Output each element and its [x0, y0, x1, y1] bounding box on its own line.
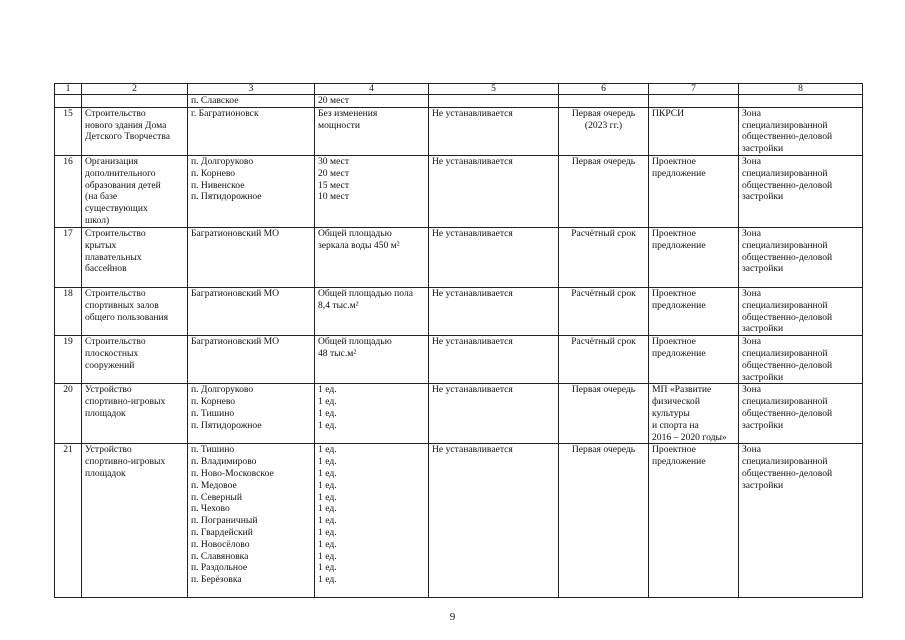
capacity-item: 1 ед.: [318, 384, 337, 396]
location-item: Багратионовский МО: [191, 287, 280, 299]
location-item: п. Медовое: [191, 479, 237, 491]
location-item: п. Северный: [191, 491, 242, 503]
location-item: п. Пятидорожное: [191, 191, 262, 203]
zone-status-cell: Не устанавливается: [429, 444, 559, 598]
capacity-cell: 20 мест: [315, 95, 429, 108]
zone-status-cell: Не устанавливается: [429, 155, 559, 227]
location-item: п. Чехово: [191, 503, 230, 515]
header-row: [55, 84, 863, 95]
zone-cell: [739, 95, 863, 108]
name-cell: Строительство спортивных залов общего пользования: [82, 287, 188, 335]
location-item: п. Долгоруково: [191, 155, 254, 167]
location-item: п. Славяновка: [191, 550, 249, 562]
locations-cell: [188, 444, 315, 598]
capacity-item: 1 ед.: [318, 479, 337, 491]
locations-cell: [188, 227, 315, 287]
location-item: п. Ново-Московское: [191, 467, 274, 479]
table-row: [55, 336, 863, 384]
term-cell: Расчётный срок: [559, 287, 649, 335]
capacity-item: 1 ед.: [318, 491, 337, 503]
locations-cell: [188, 155, 315, 227]
zone-cell: Зона специализированной общественно-деловой застройки: [739, 155, 863, 227]
zone-status-cell: Не устанавливается: [429, 384, 559, 444]
name-cell: Устройство спортивно-игровых площадок: [82, 444, 188, 598]
number-cell: 18: [55, 287, 82, 335]
capacity-item: 15 мест: [318, 179, 350, 191]
planning-table: [54, 83, 863, 598]
capacity-item: 1 ед.: [318, 515, 337, 527]
capacity-item: 1 ед.: [318, 407, 337, 419]
capacity-item: 30 мест: [318, 155, 350, 167]
capacity-item: 48 тыс.м²: [318, 347, 357, 359]
location-item: п. Тишино: [191, 444, 235, 456]
number-cell: 17: [55, 227, 82, 287]
capacity-item: 1 ед.: [318, 562, 337, 574]
capacity-item: 1 ед.: [318, 574, 337, 586]
location-item: п. Пятидорожное: [191, 419, 262, 431]
source-cell: Проектное предложение: [649, 336, 739, 384]
zone-cell: Зона специализированной общественно-деловой застройки: [739, 227, 863, 287]
capacity-item: 1 ед.: [318, 550, 337, 562]
capacity-item: 1 ед.: [318, 526, 337, 538]
location-item: г. Багратионовск: [191, 107, 259, 119]
capacity-cell: [315, 155, 429, 227]
table-row: [55, 107, 863, 155]
zone-status-cell: Не устанавливается: [429, 227, 559, 287]
capacity-item: Общей площадью: [318, 336, 392, 348]
zone-status-cell: Не устанавливается: [429, 287, 559, 335]
zone-status-cell: Не устанавливается: [429, 336, 559, 384]
header-cell: 4: [315, 84, 429, 95]
header-cell: 6: [559, 84, 649, 95]
name-cell: Устройство спортивно-игровых площадок: [82, 384, 188, 444]
table-row: [55, 227, 863, 287]
location-item: п. Новосёлово: [191, 538, 250, 550]
capacity-item: 1 ед.: [318, 419, 337, 431]
capacity-cell: [315, 287, 429, 335]
source-cell: МП «Развитие физической культуры и спорта на 2016 – 2020 годы»: [649, 384, 739, 444]
number-cell: 16: [55, 155, 82, 227]
capacity-item: Общей площадью пола: [318, 287, 414, 299]
number-cell: 21: [55, 444, 82, 598]
term-cell: Расчётный срок: [559, 227, 649, 287]
capacity-item: 1 ед.: [318, 503, 337, 515]
capacity-item: 20 мест: [318, 167, 350, 179]
capacity-item: 1 ед.: [318, 456, 337, 468]
zone-status-cell: Не устанавливается: [429, 107, 559, 155]
zone-status-cell: [429, 95, 559, 108]
continuation-row: [55, 95, 863, 108]
capacity-item: 1 ед.: [318, 538, 337, 550]
location-item: п. Гвардейский: [191, 526, 253, 538]
table-row: [55, 287, 863, 335]
source-cell: Проектное предложение: [649, 444, 739, 598]
header-cell: 8: [739, 84, 863, 95]
capacity-item: 1 ед.: [318, 444, 337, 456]
source-cell: Проектное предложение: [649, 227, 739, 287]
capacity-item: Без изменения: [318, 107, 378, 119]
term-cell: Первая очередь (2023 гг.): [559, 107, 649, 155]
source-cell: Проектное предложение: [649, 155, 739, 227]
source-cell: [649, 95, 739, 108]
locations-cell: [188, 107, 315, 155]
zone-cell: Зона специализированной общественно-деловой застройки: [739, 336, 863, 384]
zone-cell: Зона специализированной общественно-деловой застройки: [739, 384, 863, 444]
number-cell: 20: [55, 384, 82, 444]
capacity-cell: [315, 107, 429, 155]
number-cell: [55, 95, 82, 108]
zone-cell: Зона специализированной общественно-деловой застройки: [739, 444, 863, 598]
term-cell: Первая очередь: [559, 155, 649, 227]
zone-cell: Зона специализированной общественно-деловой застройки: [739, 107, 863, 155]
header-cell: 5: [429, 84, 559, 95]
location-item: п. Тишино: [191, 407, 235, 419]
capacity-item: зеркала воды 450 м²: [318, 239, 400, 251]
name-cell: Строительство крытых плавательных бассейнов: [82, 227, 188, 287]
capacity-item: 8,4 тыс.м²: [318, 299, 359, 311]
location-item: Багратионовский МО: [191, 336, 280, 348]
location-item: п. Корнево: [191, 167, 236, 179]
source-cell: ПКРСИ: [649, 107, 739, 155]
capacity-item: Общей площадью: [318, 227, 392, 239]
name-cell: Организация дополнительного образования детей (на базе существующих школ): [82, 155, 188, 227]
location-item: п. Владимирово: [191, 456, 257, 468]
table-row: [55, 384, 863, 444]
header-cell: 7: [649, 84, 739, 95]
term-cell: Расчётный срок: [559, 336, 649, 384]
location-item: п. Корнево: [191, 396, 236, 408]
location-item: Багратионовский МО: [191, 227, 280, 239]
source-cell: Проектное предложение: [649, 287, 739, 335]
location-item: п. Раздольное: [191, 562, 248, 574]
locations-cell: п. Славское: [188, 95, 315, 108]
capacity-item: 1 ед.: [318, 396, 337, 408]
capacity-item: мощности: [318, 119, 361, 131]
header-cell: 3: [188, 84, 315, 95]
capacity-cell: [315, 384, 429, 444]
location-item: п. Берёзовка: [191, 574, 242, 586]
name-cell: Строительство нового здания Дома Детского Творчества: [82, 107, 188, 155]
capacity-cell: [315, 444, 429, 598]
zone-cell: Зона специализированной общественно-деловой застройки: [739, 287, 863, 335]
number-cell: 15: [55, 107, 82, 155]
location-item: п. Долгоруково: [191, 384, 254, 396]
number-cell: 19: [55, 336, 82, 384]
locations-cell: [188, 384, 315, 444]
locations-cell: [188, 336, 315, 384]
header-cell: 2: [82, 84, 188, 95]
header-cell: 1: [55, 84, 82, 95]
table-row: [55, 444, 863, 598]
capacity-cell: [315, 336, 429, 384]
location-item: п. Пограничный: [191, 515, 258, 527]
name-cell: Строительство плоскостных сооружений: [82, 336, 188, 384]
term-cell: Первая очередь: [559, 444, 649, 598]
page-number: 9: [449, 611, 456, 623]
term-cell: [559, 95, 649, 108]
location-item: п. Нивенское: [191, 179, 245, 191]
name-cell: [82, 95, 188, 108]
table-row: [55, 155, 863, 227]
capacity-cell: [315, 227, 429, 287]
capacity-item: 1 ед.: [318, 467, 337, 479]
locations-cell: [188, 287, 315, 335]
capacity-item: 10 мест: [318, 191, 350, 203]
term-cell: Первая очередь: [559, 384, 649, 444]
